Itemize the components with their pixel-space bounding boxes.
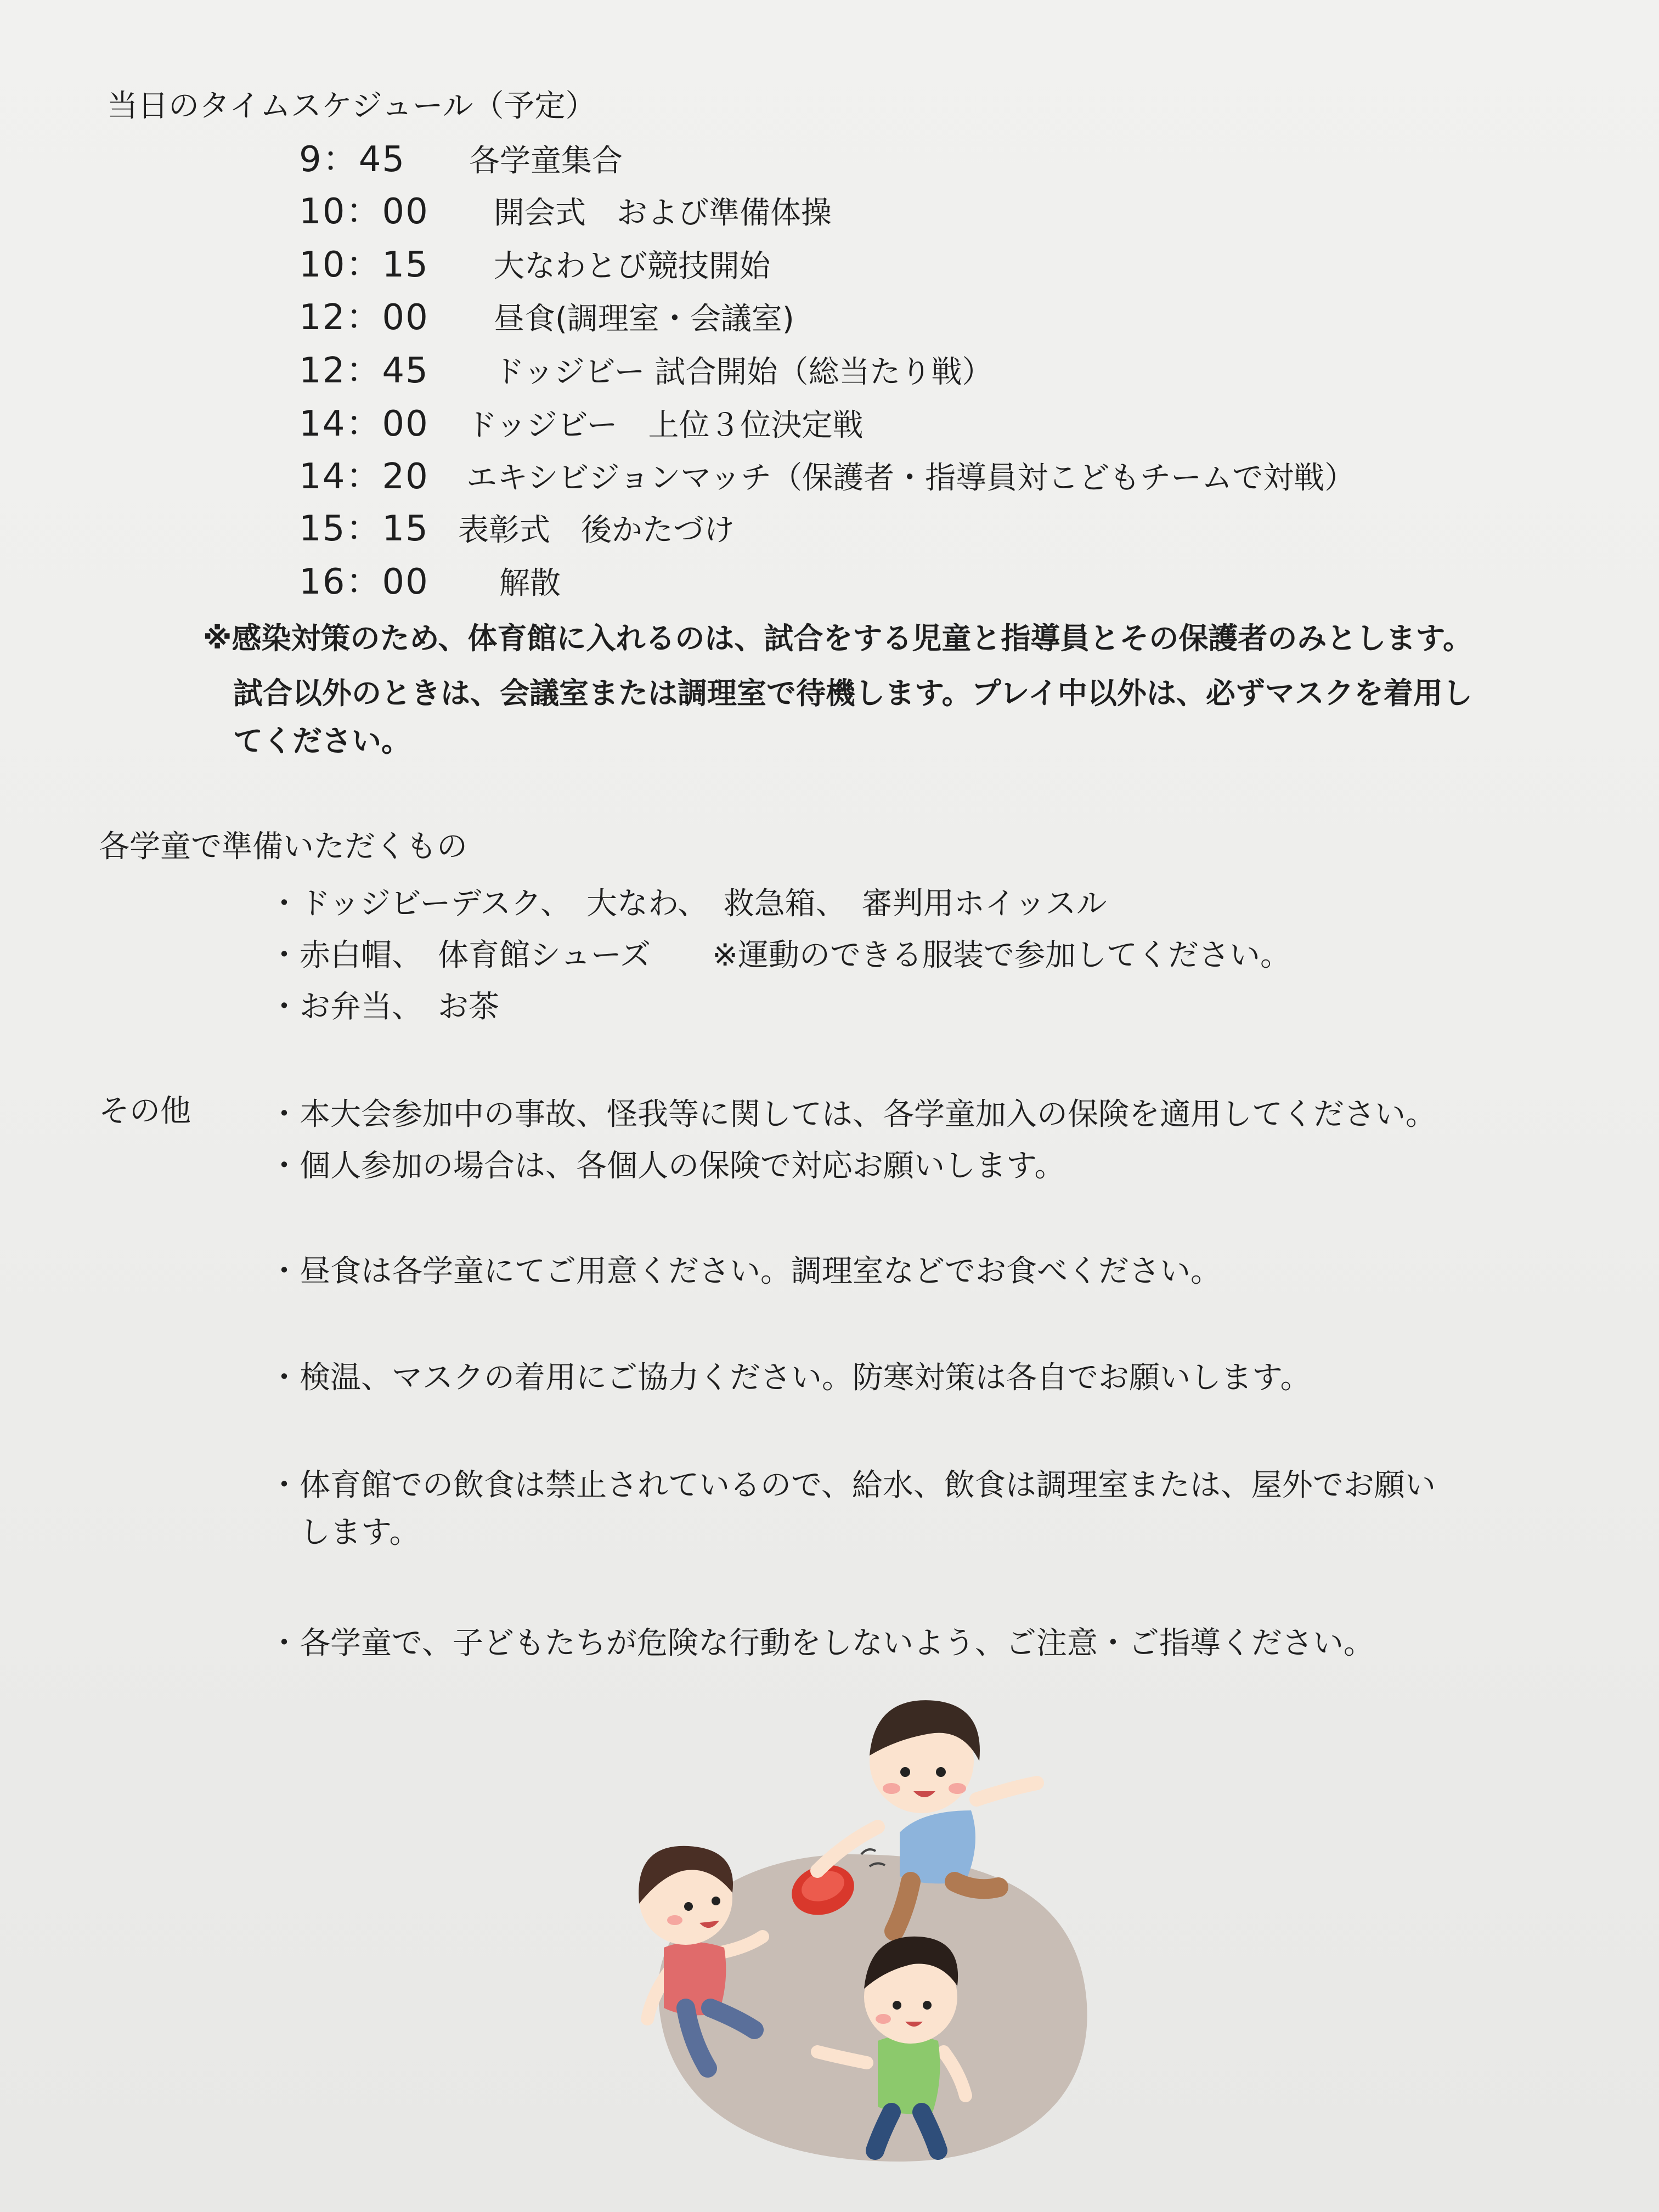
schedule-row [299,562,561,603]
schedule-time: 14：20 [299,456,429,497]
prepare-item: ・ドッジビーデスク、 大なわ、 救急箱、 審判用ホイッスル [269,886,1107,922]
schedule-row [299,192,832,233]
other-item: ・本大会参加中の事故、怪我等に関しては、各学童加入の保険を適用してください。 [269,1097,1436,1132]
schedule-text: 昼食(調理室・会議室) [494,301,794,337]
schedule-row [299,140,623,181]
other-item: ・体育館での飲食は禁止されているので、給水、飲食は調理室または、屋外でお願い [269,1468,1436,1503]
schedule-time: 16：00 [299,562,429,602]
other-item: ・個人参加の場合は、各個人の保険で対応お願いします。 [269,1148,1065,1184]
schedule-text: 各学童集合 [469,143,623,179]
schedule-time: 10：00 [299,191,429,232]
schedule-row [299,509,735,550]
infection-notice-line-1: ※感染対策のため、体育館に入れるのは、試合をする児童と指導員とその保護者のみとします。 [203,621,1473,656]
schedule-text: 解散 [499,566,561,601]
schedule-time: 10：15 [299,245,429,285]
schedule-row [299,457,1355,498]
schedule-heading: 当日のタイムスケジュール（予定） [107,88,596,124]
schedule-row [299,351,992,392]
schedule-time: 14：00 [299,404,429,444]
infection-notice-line-3: てください。 [233,724,411,758]
schedule-row [299,404,864,445]
schedule-text: ドッジビー 上位３位決定戦 [466,408,864,443]
prepare-item: ・赤白帽、 体育館シューズ ※運動のできる服装で参加してください。 [269,938,1291,973]
schedule-time: 15：15 [299,509,429,549]
other-item: ・昼食は各学童にてご用意ください。調理室などでお食べください。 [269,1254,1221,1289]
other-heading: その他 [99,1093,191,1129]
schedule-text: エキシビジョンマッチ（保護者・指導員対こどもチームで対戦） [466,460,1356,496]
schedule-time: 9：45 [299,139,406,180]
prepare-heading: 各学童で準備いただくもの [99,829,467,865]
schedule-time: 12：45 [299,351,429,391]
other-item: ・各学童で、子どもたちが危険な行動をしないよう、ご注意・ご指導ください。 [269,1626,1374,1661]
schedule-row [299,245,770,286]
schedule-time: 12：00 [299,297,429,338]
prepare-item: ・お弁当、 お茶 [269,989,499,1025]
children-playing-dodgebee-illustration [592,1690,1114,2172]
schedule-text: 大なわとび競技開始 [494,249,770,284]
schedule-row [299,298,794,339]
other-item: します。 [269,1515,420,1550]
other-item: ・検温、マスクの着用にご協力ください。防寒対策は各自でお願いします。 [269,1360,1311,1396]
infection-notice-line-2: 試合以外のときは、会議室または調理室で待機します。プレイ中以外は、必ずマスクを着用し [233,676,1472,710]
schedule-text: 表彰式 後かたづけ [458,512,735,548]
schedule-text: ドッジビー 試合開始（総当たり戦） [494,354,993,390]
schedule-text: 開会式 および準備体操 [494,195,832,231]
